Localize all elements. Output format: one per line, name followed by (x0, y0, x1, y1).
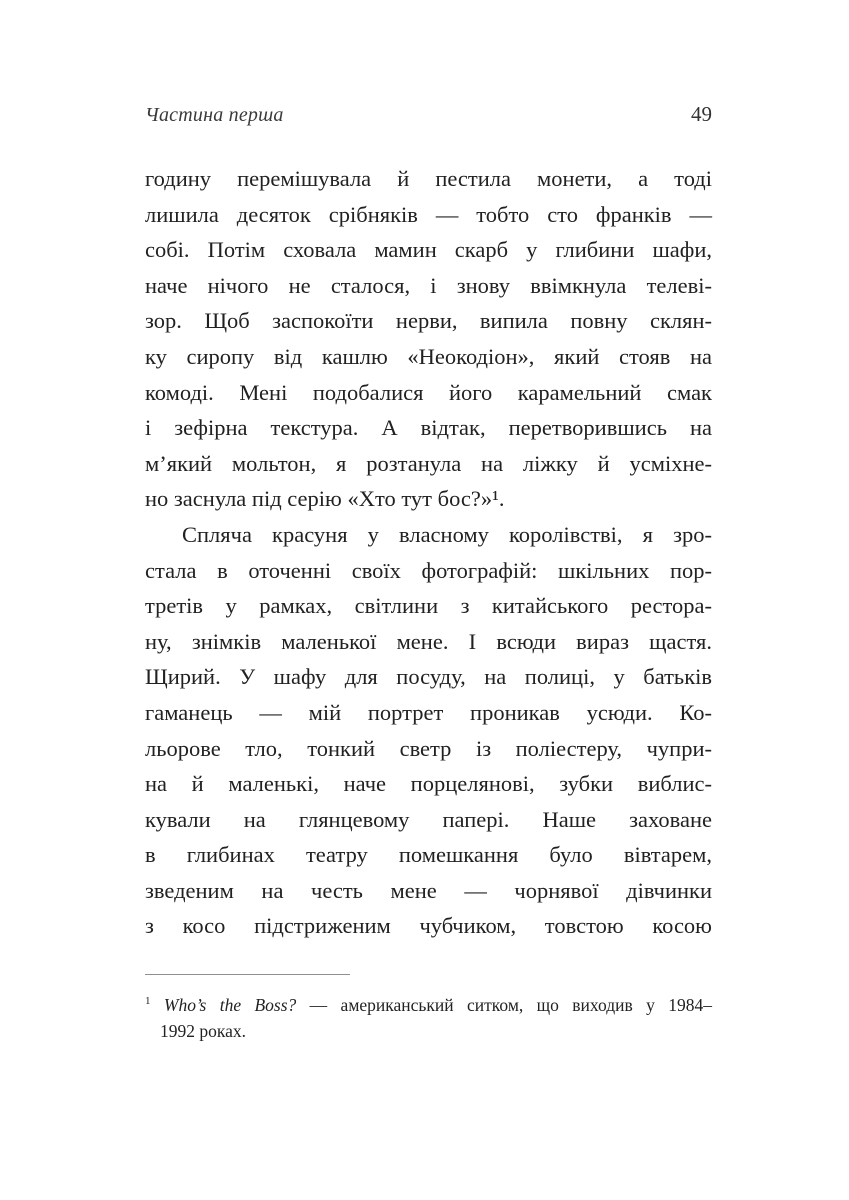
text-line: наче нічого не сталося, і знову ввімкнула телеві- (145, 272, 712, 298)
text-line: третів у рамках, світлини з китайського рестора- (145, 593, 712, 619)
text-line: собі. Потім сховала мамин скарб у глибини шафи, (145, 237, 712, 263)
footnote-work-title: Who’s the Boss? (163, 995, 297, 1016)
footnote-text: — американський ситком, що виходив у 1984– (296, 995, 712, 1016)
page-content (145, 101, 712, 1044)
text-line: Щирий. У шафу для посуду, на полиці, у батьків (145, 664, 712, 690)
footnote-divider (145, 974, 350, 975)
footnote-area (145, 974, 712, 1044)
paragraph (145, 161, 712, 517)
footnote-line: 1992 роках. (160, 1021, 247, 1042)
text-line: зведеним на честь мене — чорнявої дівчинки (145, 877, 712, 903)
text-line: льорове тло, тонкий светр із поліестеру, чупри- (145, 735, 712, 761)
section-title: Частина перша (145, 104, 284, 126)
text-line: кували на глянцевому папері. Наше заховане (145, 806, 712, 832)
footnote-marker: 1 (145, 995, 151, 1008)
text-line: ку сиропу від кашлю «Неокодіон», який стояв на (145, 343, 712, 369)
footnote (145, 992, 712, 1044)
text-line: з косо підстриженим чубчиком, товстою косою (145, 913, 712, 939)
text-line: гаманець — мій портрет проникав усюди. Ко- (145, 699, 712, 725)
text-line: лишила десяток срібняків — тобто сто франків — (145, 201, 712, 227)
text-line: м’який мольтон, я розтанула на ліжку й усміхне- (145, 450, 712, 476)
text-line: зор. Щоб заспокоїти нерви, випила повну склян- (145, 308, 712, 334)
text-line: і зефірна текстура. А відтак, перетворившись на (145, 415, 712, 441)
page-header (145, 101, 712, 128)
footnote-line (145, 992, 712, 1018)
text-line: стала в оточенні своїх фотографій: шкільних пор- (145, 557, 712, 583)
text-line: но заснула під серію «Хто тут бос?»¹. (145, 486, 505, 512)
page-number: 49 (691, 102, 712, 126)
paragraph (145, 517, 712, 944)
body-text (145, 161, 712, 944)
text-line: ну, знімків маленької мене. І всюди вираз щастя. (145, 628, 712, 654)
text-line: годину перемішувала й пестила монети, а тоді (145, 166, 712, 191)
text-line: в глибинах театру помешкання було вівтарем, (145, 842, 712, 868)
text-line: на й маленькі, наче порцелянові, зубки виблис- (145, 771, 712, 797)
text-line: Спляча красуня у власному королівстві, я зро- (182, 521, 712, 547)
text-line: комоді. Мені подобалися його карамельний смак (145, 379, 712, 405)
